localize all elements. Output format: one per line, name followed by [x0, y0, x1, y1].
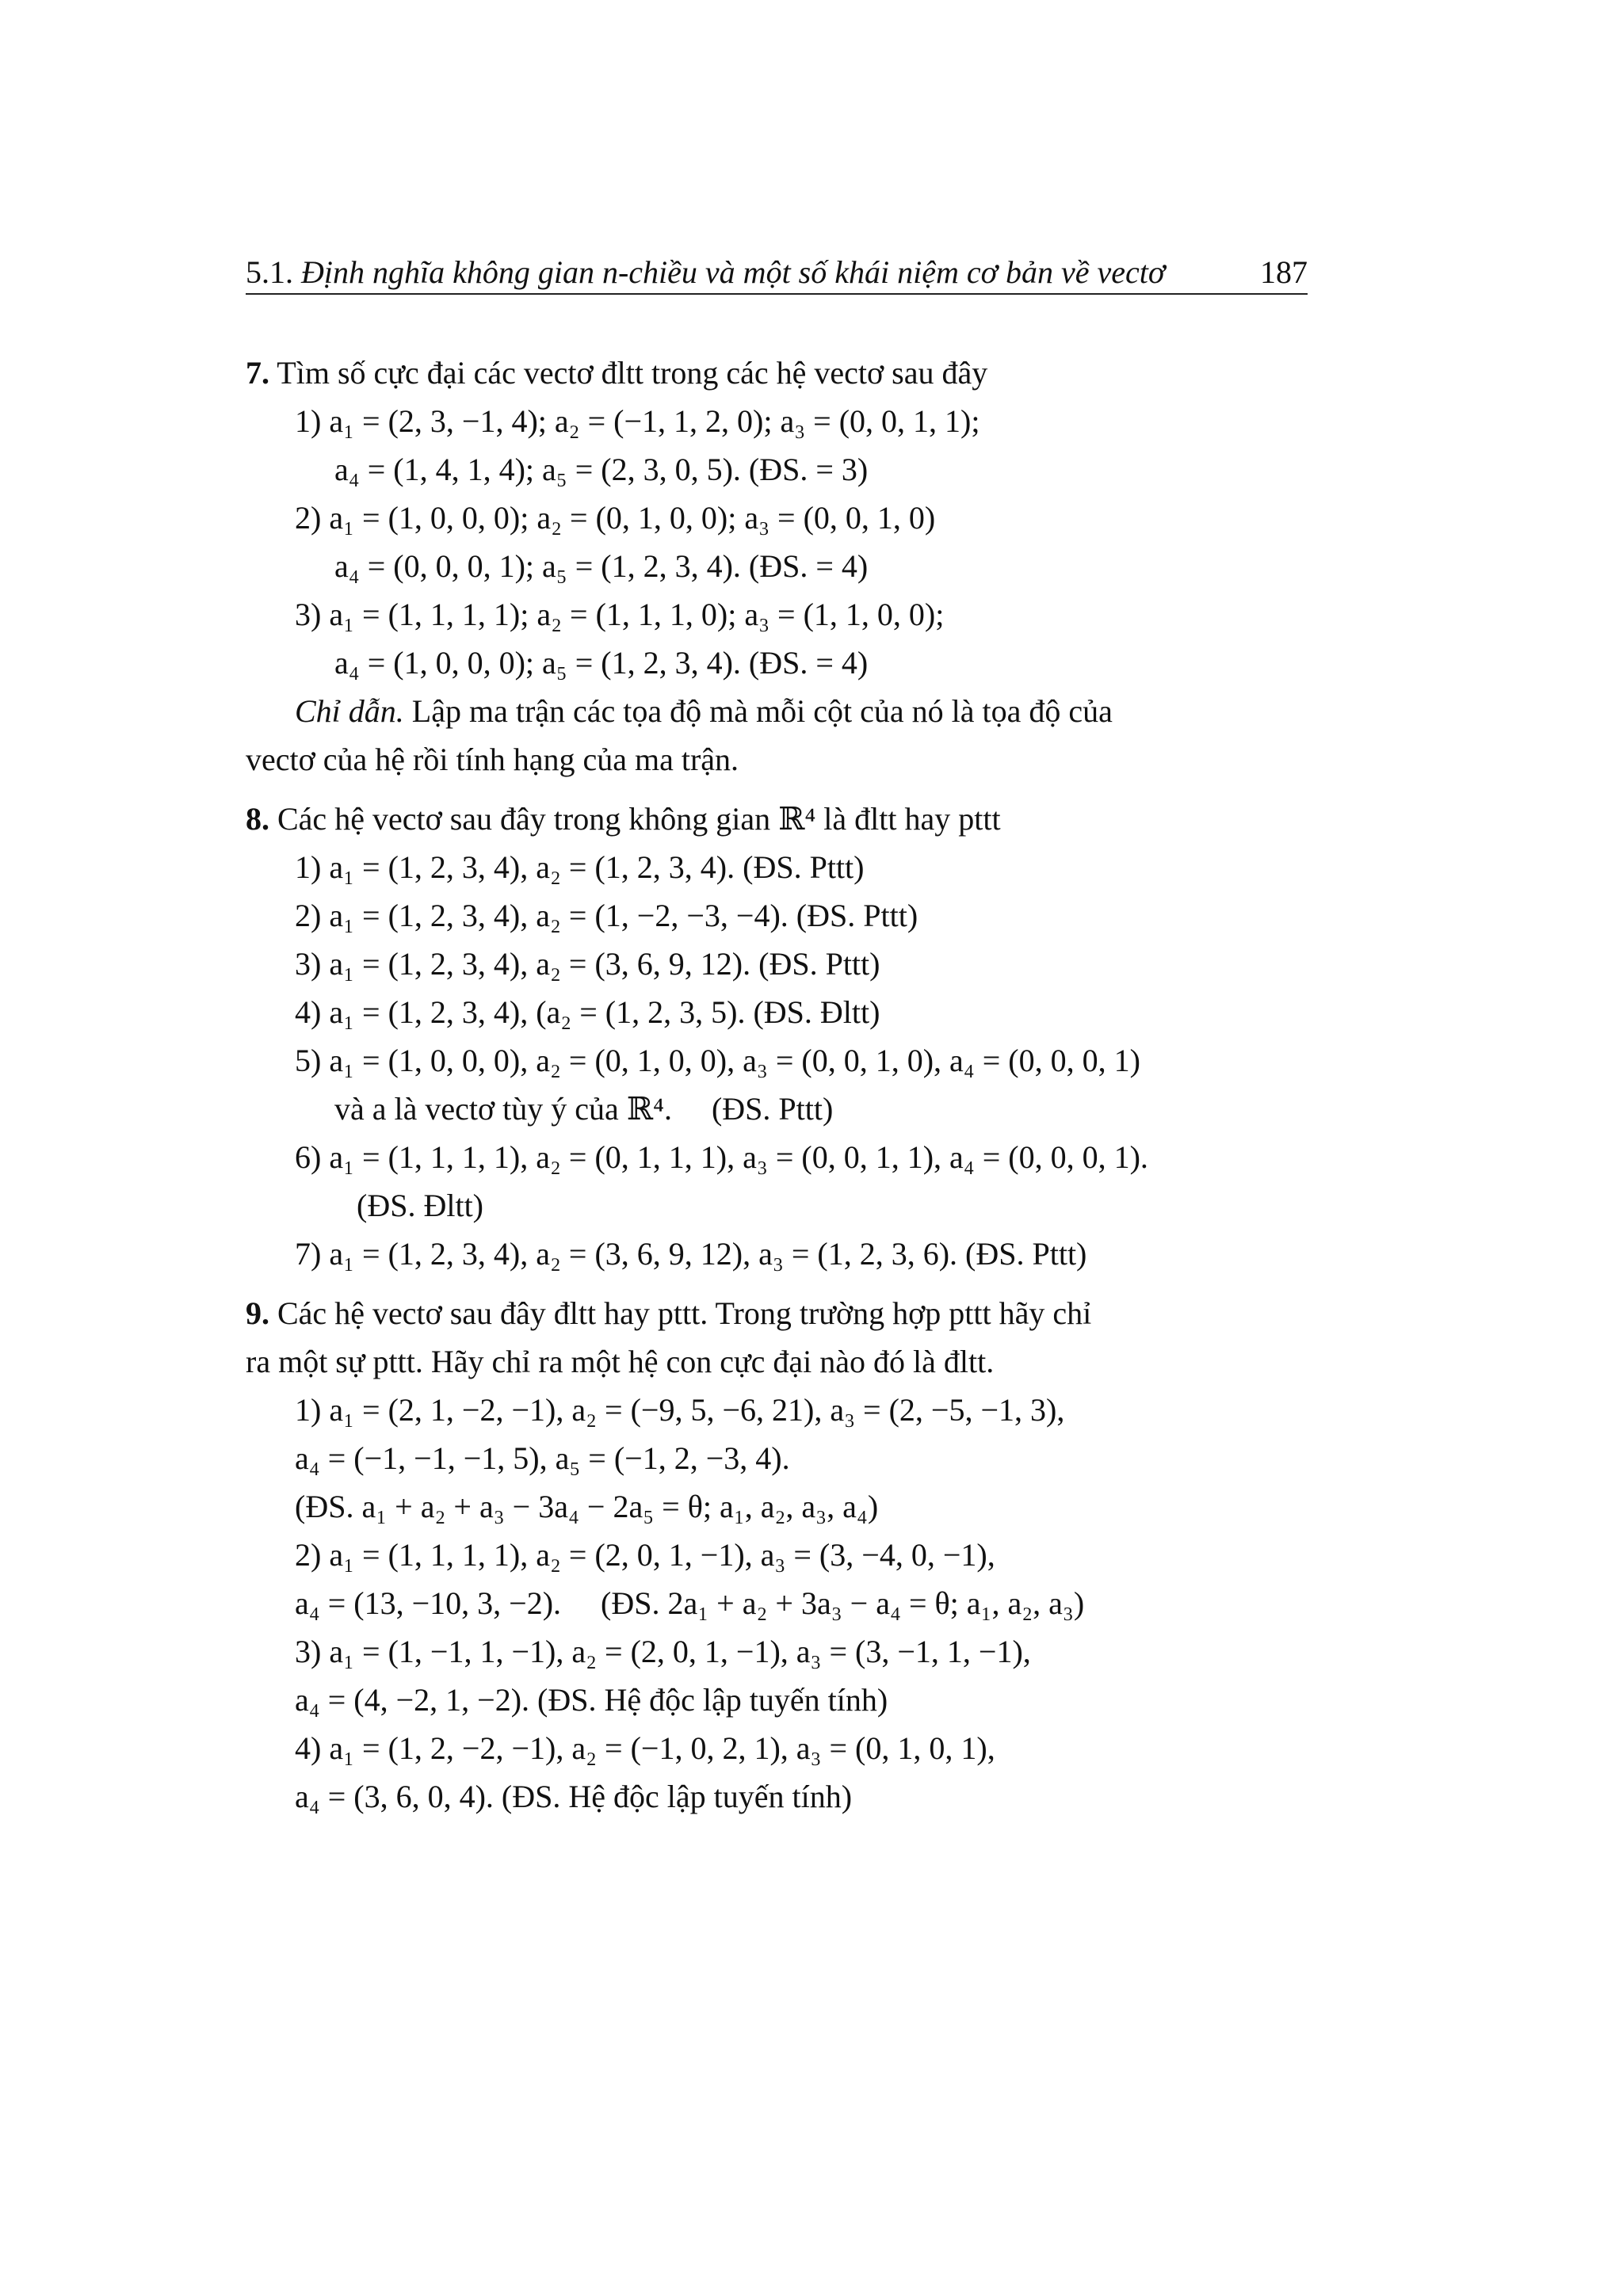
exercise-line: a₄ = (0, 0, 0, 1); a₅ = (1, 2, 3, 4). (ĐS. = 4): [334, 548, 869, 584]
exercise-line: 4) a₁ = (1, 2, −2, −1), a₂ = (−1, 0, 2, 1), a₃ = (0, 1, 0, 1),: [295, 1730, 995, 1766]
running-header: [246, 252, 1308, 295]
exercise-line: a₄ = (1, 0, 0, 0); a₅ = (1, 2, 3, 4). (ĐS. = 4): [334, 645, 869, 681]
exercise-line: [246, 795, 1316, 843]
exercise-line: [246, 349, 1316, 397]
exercise-line: ra một sự pttt. Hãy chỉ ra một hệ con cực đại nào đó là đltt.: [246, 1344, 995, 1379]
exercise-line: a₄ = (1, 4, 1, 4); a₅ = (2, 3, 0, 5). (ĐS. = 3): [334, 452, 869, 487]
section-title: Định nghĩa không gian n-chiều và một số khái niệm cơ bản về vectơ: [301, 254, 1166, 290]
exercise-line: a₄ = (13, −10, 3, −2). (ĐS. 2a₁ + a₂ + 3a₃ − a₄ = θ; a₁, a₂, a₃): [295, 1585, 1085, 1621]
exercise-line: (ĐS. a₁ + a₂ + a₃ − 3a₄ − 2a₅ = θ; a₁, a₂, a₃, a₄): [295, 1489, 879, 1524]
hint-label: Chỉ dẫn.: [295, 693, 404, 729]
exercise-line: 3) a₁ = (1, 1, 1, 1); a₂ = (1, 1, 1, 0); a₃ = (1, 1, 0, 0);: [295, 597, 945, 632]
exercise-line: 2) a₁ = (1, 2, 3, 4), a₂ = (1, −2, −3, −4). (ĐS. Pttt): [295, 898, 918, 933]
exercise-line: 3) a₁ = (1, 2, 3, 4), a₂ = (3, 6, 9, 12). (ĐS. Pttt): [295, 946, 880, 982]
exercise-text: Tìm số cực đại các vectơ đltt trong các hệ vectơ sau đây: [277, 355, 988, 391]
exercise-7: [246, 349, 1316, 784]
exercise-line: 7) a₁ = (1, 2, 3, 4), a₂ = (3, 6, 9, 12), a₃ = (1, 2, 3, 6). (ĐS. Pttt): [295, 1236, 1087, 1272]
exercise-line: (ĐS. Đltt): [357, 1188, 483, 1223]
exercise-text: Các hệ vectơ sau đây đltt hay pttt. Trong trường hợp pttt hãy chỉ: [277, 1295, 1092, 1331]
exercise-line: 1) a₁ = (2, 1, −2, −1), a₂ = (−9, 5, −6, 21), a₃ = (2, −5, −1, 3),: [295, 1392, 1065, 1428]
hint-line: [246, 687, 1316, 735]
exercise-line: a₄ = (3, 6, 0, 4). (ĐS. Hệ độc lập tuyến tính): [295, 1779, 853, 1814]
exercise-line: 4) a₁ = (1, 2, 3, 4), (a₂ = (1, 2, 3, 5). (ĐS. Đltt): [295, 994, 880, 1030]
exercise-text: Các hệ vectơ sau đây trong không gian ℝ⁴ là đltt hay pttt: [277, 801, 1001, 837]
exercise-line: 3) a₁ = (1, −1, 1, −1), a₂ = (2, 0, 1, −1), a₃ = (3, −1, 1, −1),: [295, 1634, 1031, 1669]
exercise-number: 9.: [246, 1295, 269, 1331]
exercise-9: [246, 1289, 1316, 1821]
exercise-line: 6) a₁ = (1, 1, 1, 1), a₂ = (0, 1, 1, 1), a₃ = (0, 0, 1, 1), a₄ = (0, 0, 0, 1).: [295, 1139, 1148, 1175]
exercise-line: và a là vectơ tùy ý của ℝ⁴. (ĐS. Pttt): [334, 1091, 834, 1127]
page-number: 187: [1260, 254, 1308, 290]
exercise-line: 2) a₁ = (1, 0, 0, 0); a₂ = (0, 1, 0, 0); a₃ = (0, 0, 1, 0): [295, 500, 936, 536]
exercise-number: 7.: [246, 355, 269, 391]
exercise-list: [246, 349, 1316, 1821]
exercise-line: 1) a₁ = (2, 3, −1, 4); a₂ = (−1, 1, 2, 0); a₃ = (0, 0, 1, 1);: [295, 403, 980, 439]
exercise-line: vectơ của hệ rồi tính hạng của ma trận.: [246, 742, 739, 777]
exercise-line: 2) a₁ = (1, 1, 1, 1), a₂ = (2, 0, 1, −1), a₃ = (3, −4, 0, −1),: [295, 1537, 995, 1573]
exercise-number: 8.: [246, 801, 269, 837]
exercise-8: [246, 795, 1316, 1278]
exercise-line: a₄ = (−1, −1, −1, 5), a₅ = (−1, 2, −3, 4).: [295, 1440, 790, 1476]
exercise-line: [246, 1289, 1316, 1337]
section-number: 5.1.: [246, 254, 293, 290]
exercise-line: a₄ = (4, −2, 1, −2). (ĐS. Hệ độc lập tuyến tính): [295, 1682, 888, 1718]
exercise-line: 5) a₁ = (1, 0, 0, 0), a₂ = (0, 1, 0, 0), a₃ = (0, 0, 1, 0), a₄ = (0, 0, 0, 1): [295, 1043, 1140, 1078]
hint-text: Lập ma trận các tọa độ mà mỗi cột của nó là tọa độ của: [403, 693, 1113, 729]
exercise-line: 1) a₁ = (1, 2, 3, 4), a₂ = (1, 2, 3, 4). (ĐS. Pttt): [295, 849, 865, 885]
